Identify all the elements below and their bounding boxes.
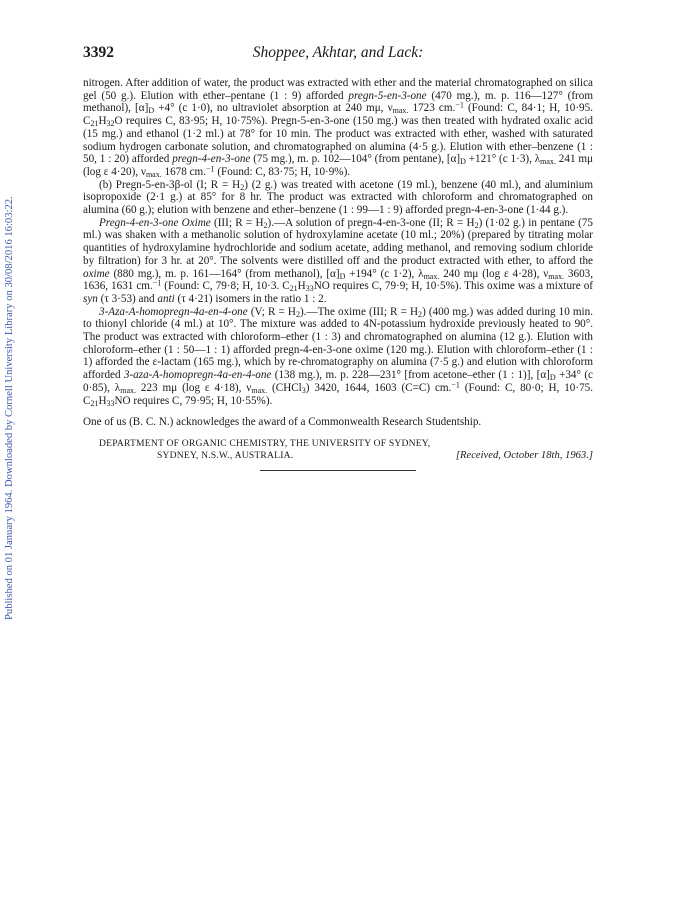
paragraph-pregn-5-en-3-one: nitrogen. After addition of water, the product was extracted with ether and the material chromatographed on silica gel (50 g.). Elution with ether–pentane (1 : 9) afforded pregn-5-en-3-one (470 mg.), m. p. 116—127° (from methanol), $[\alpha]_D +4^\circ$ (c 1·0), no ultraviolet absorption at 240 mμ, $\nu_{max.}$ 1723 cm.$^{-1}$ (Found: C, 84·1; H, 10·95. $C_{21}H_{32}O$ requires C, 83·95; H, 10·75%). Pregn-5-en-3-one (150 mg.) was then treated with hydrated oxalic acid (15 mg.) and ethanol (1·2 ml.) at 78° for 10 min. The product was extracted with ether, washed with saturated sodium hydrogen carbonate solution, and chromatographed on alumina (4·5 g.). Elution with ether–benzene (1 : 50, 1 : 20) afforded pregn-4-en-3-one (75 mg.), m. p. 102—104° (from pentane), $[\alpha]_D +121^\circ$ (c 1·3), $\lambda_{max.}$ 241 mμ (log ε 4·20), $\nu_{max.}$ 1678 cm.$^{-1}$ (Found: C, 83·75; H, 10·9%). [83, 77, 593, 179]
affiliation-line-1: DEPARTMENT OF ORGANIC CHEMISTRY, THE UNIVERSITY OF SYDNEY, [99, 437, 431, 449]
download-notice [4, 160, 20, 620]
received-date: [Received, October 18th, 1963.] [455, 449, 593, 461]
paragraph-lactam: 3-Aza-A-homopregn-4a-en-4-one (V; $R = H_2).—The$ oxime (III; $R = H_2$) (400 mg.) was added during 10 min. to thionyl chloride (4 ml.) at 10°. The mixture was added to 4N-potassium hydroxide previously heated to 90°. The product was extracted with chloroform–ether (1 : 3) and chromatographed on alumina (12 g.). Elution with chloroform–ether (1 : 50—1 : 1) afforded pregn-4-en-3-one oxime (120 mg.). Elution with chloroform–ether (1 : 1) afforded the ε-lactam (165 mg.), which by re-chromatography on alumina (7·5 g.) and elution with chloroform afforded 3-aza-A-homopregn-4a-en-4-one (138 mg.), m. p. 228—231° [from acetone–ether (1 : 1)], $[\alpha]_D +34^\circ$ (c 0·85), $\lambda_{max.}$ 223 mμ (log ε 4·18), $\nu_{max.}$ (CHCl$_3$) 3420, 1644, 1603 (C=C) cm.$^{-1}$ (Found: C, 80·0; H, 10·75. $C_{21}H_{33}NO$ requires C, 79·95; H, 10·55%). [83, 305, 593, 408]
page-header [83, 44, 593, 66]
end-rule [260, 470, 416, 471]
acknowledgement: One of us (B. C. N.) acknowledges the award of a Commonwealth Research Studentship. [83, 416, 482, 429]
paragraph-oppenauer: (b) Pregn-5-en-3β-ol (I; $R = H_2$) (2 g.) was treated with acetone (19 ml.), benzene (40 ml.), and aluminium isopropoxide (2·1 g.) at 85° for 8 hr. The product was extracted with chloroform and chromatographed on alumina (60 g.); elution with benzene and ether–benzene (1 : 99—1 : 9) afforded pregn-4-en-3-one (1·44 g.). [83, 178, 593, 217]
affiliation-block [83, 438, 593, 462]
running-title: Shoppee, Akhtar, and Lack: [252, 44, 424, 61]
download-notice-text: Published on 01 January 1964. Downloaded by Cornell University Library on 30/08/2016 16:03:22. [4, 196, 15, 620]
paragraph-oxime: Pregn-4-en-3-one Oxime (III; $R = H_2).—A$ solution of pregn-4-en-3-one (II; $R = H_2$) (1·02 g.) in pentane (75 ml.) was shaken with a methanolic solution of hydroxylamine acetate (10 ml.; 20%) (prepared by titrating molar quantities of hydroxylamine hydrochloride and sodium acetate, adding methanol, and removing sodium chloride by filtration) for 3 hr. at 20°. The solvents were distilled off and the product extracted with ether, to afford the oxime (880 mg.), m. p. 161—164° (from methanol), $[\alpha]_D +194^\circ$ (c 1·2), $\lambda_{max.}$ 240 mμ (log ε 4·28), $\nu_{max.}$ 3603, 1636, 1631 cm.$^{-1}$ (Found: C, 79·8; H, 10·3. $C_{21}H_{33}NO$ requires C, 79·9; H, 10·5%). This oxime was a mixture of syn (τ 3·53) and anti (τ 4·21) isomers in the ratio 1 : 2. [83, 216, 593, 305]
article-body [83, 77, 593, 429]
affiliation-line-2: SYDNEY, N.S.W., AUSTRALIA. [Received, October 18th, 1963.] [157, 449, 593, 461]
journal-page [83, 44, 593, 471]
page-number: 3392 [83, 44, 114, 61]
